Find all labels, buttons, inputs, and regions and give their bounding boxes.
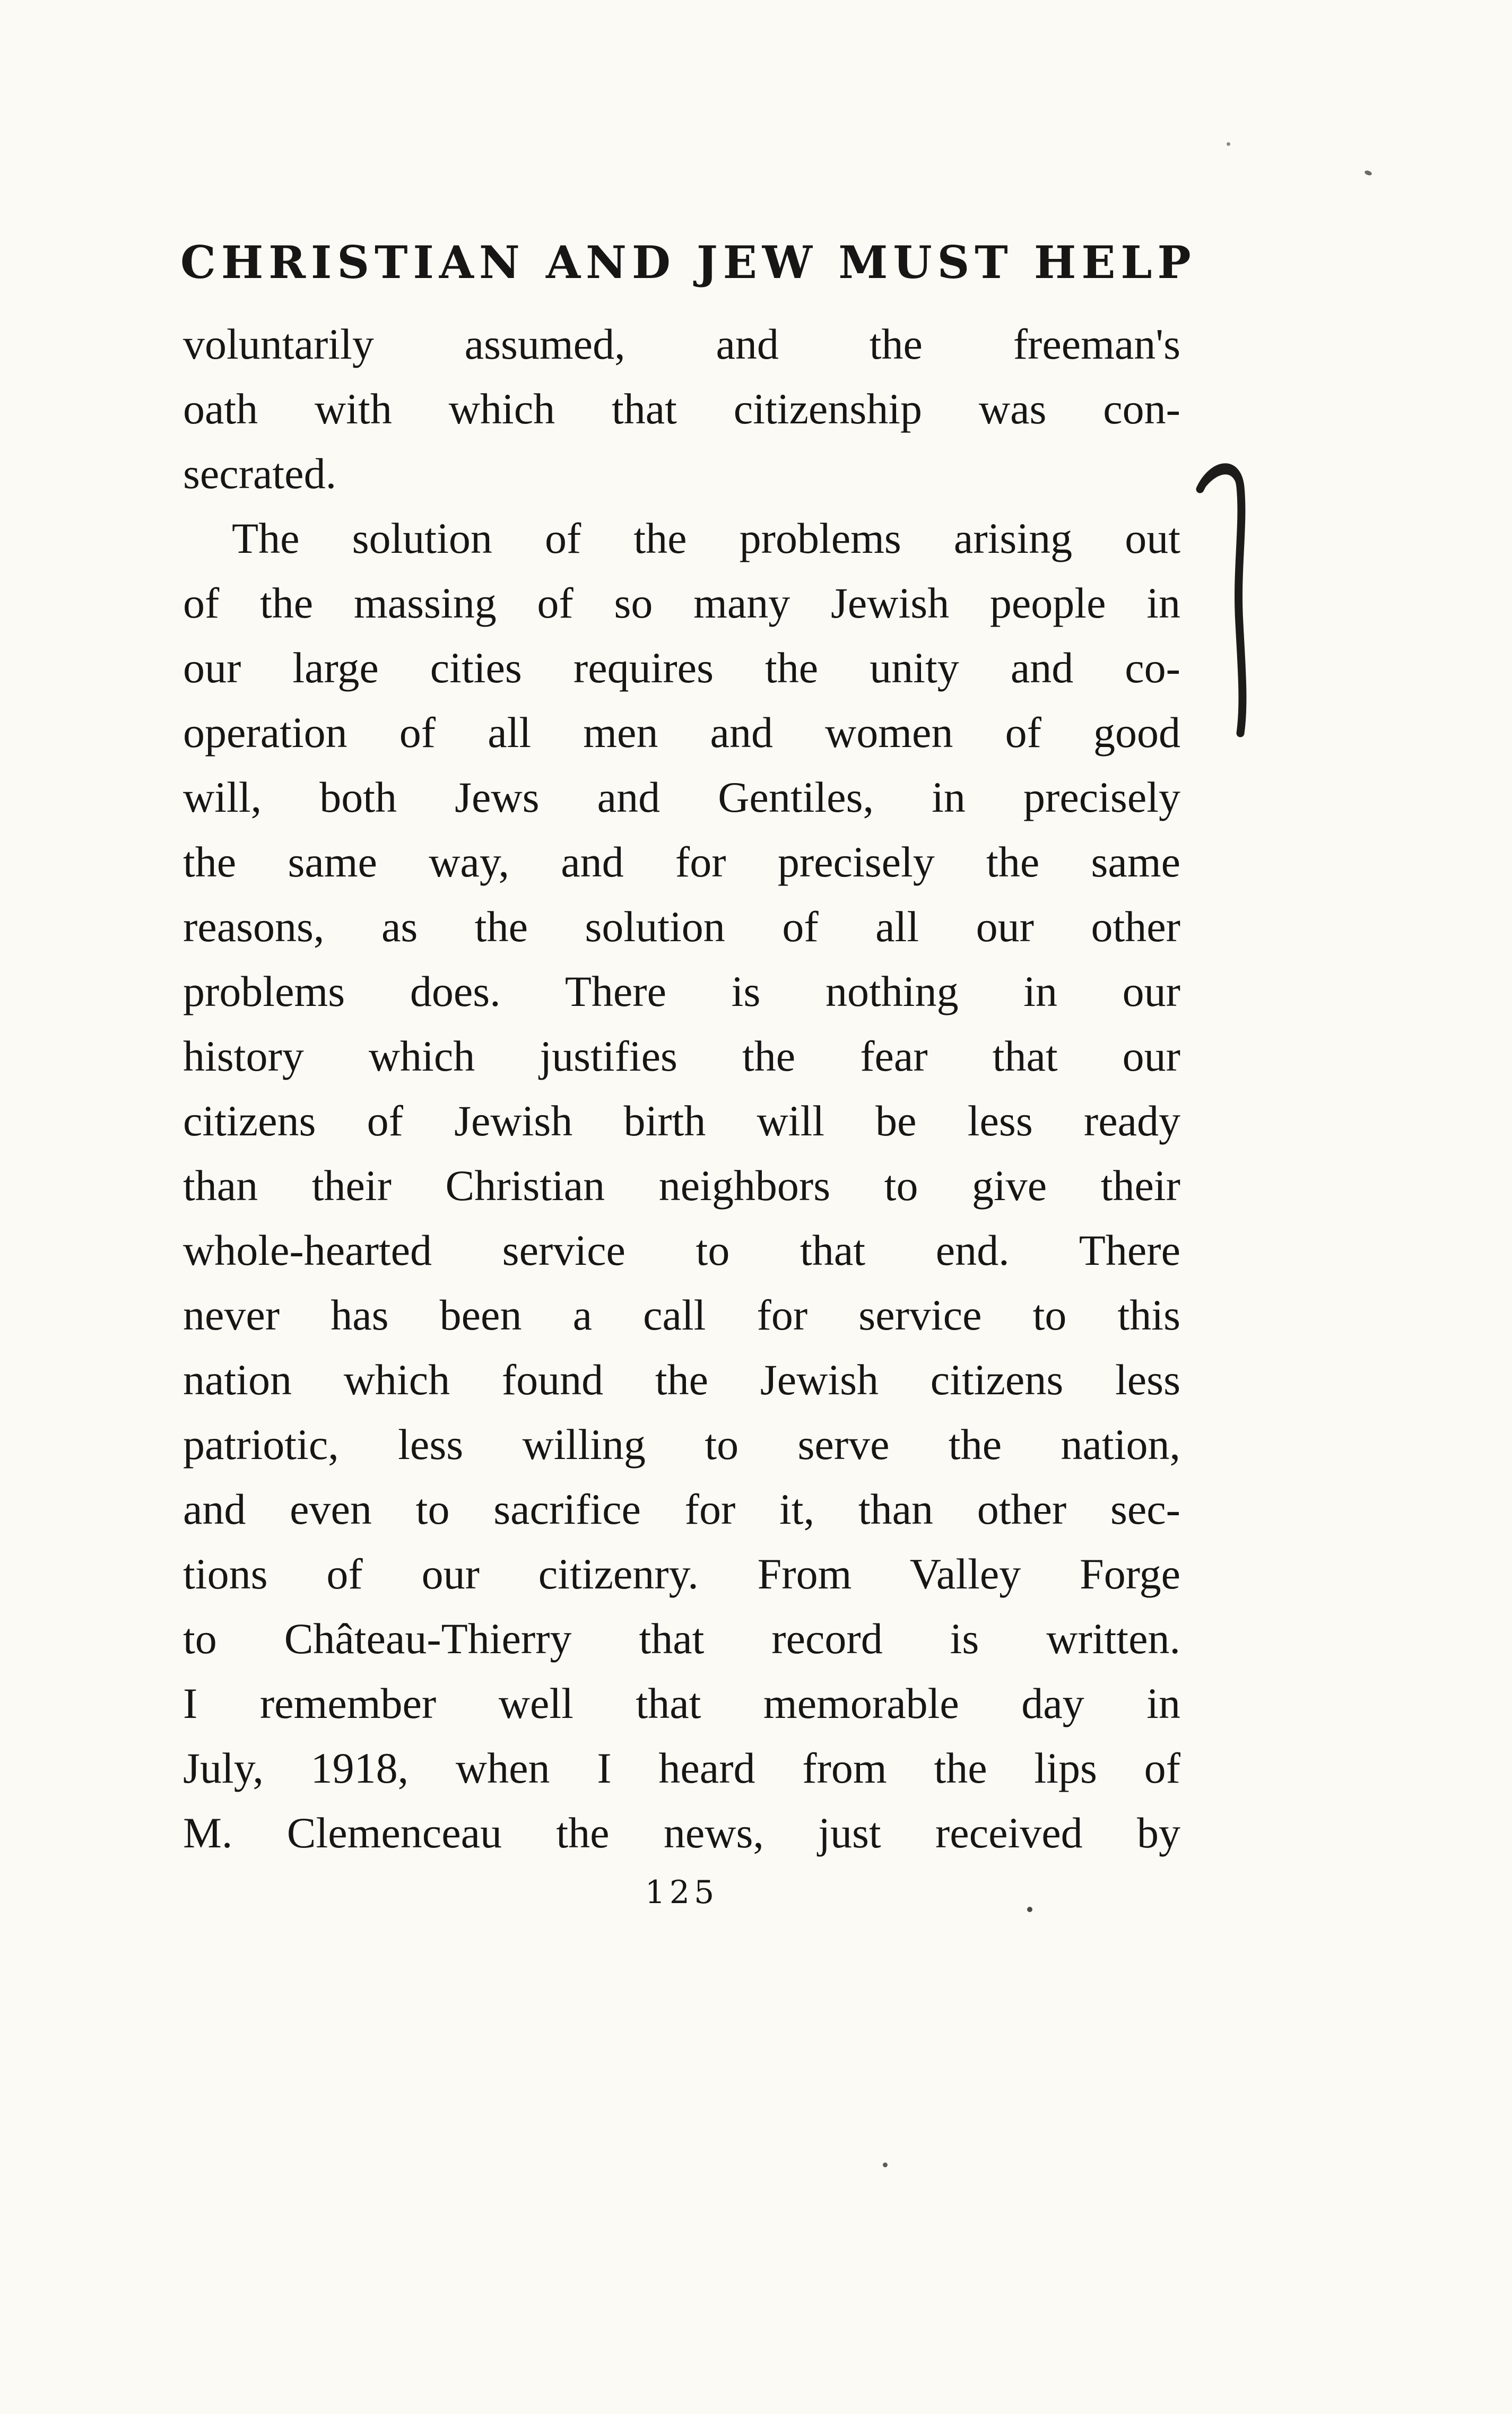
text-line: M. Clemenceau the news, just received by bbox=[183, 1809, 1180, 1857]
text-line: and even to sacrifice for it, than other sec- bbox=[183, 1485, 1180, 1533]
text-line: our large cities requires the unity and co- bbox=[183, 644, 1180, 692]
paragraph bbox=[183, 506, 1180, 1865]
text-line: problems does. There is nothing in our bbox=[183, 967, 1180, 1015]
text-line: oath with which that citizenship was con- bbox=[183, 385, 1180, 433]
text-line: to Château-Thierry that record is written. bbox=[183, 1614, 1180, 1663]
text-block bbox=[183, 312, 1180, 1865]
text-line: reasons, as the solution of all our other bbox=[183, 902, 1180, 951]
text-line: the same way, and for precisely the same bbox=[183, 838, 1180, 886]
page-number: 125 bbox=[645, 1874, 719, 1911]
text-line: than their Christian neighbors to give their bbox=[183, 1161, 1180, 1210]
text-line: whole-hearted service to that end. There bbox=[183, 1226, 1180, 1274]
text-line: nation which found the Jewish citizens less bbox=[183, 1356, 1180, 1404]
handwritten-margin-mark bbox=[1194, 456, 1273, 753]
text-line: of the massing of so many Jewish people in bbox=[183, 579, 1180, 627]
text-line: The solution of the problems arising out bbox=[232, 514, 1180, 562]
text-line: citizens of Jewish birth will be less ready bbox=[183, 1097, 1180, 1145]
scan-speck bbox=[1027, 1907, 1032, 1912]
scan-speck bbox=[1227, 142, 1230, 146]
text-line: July, 1918, when I heard from the lips of bbox=[183, 1744, 1180, 1792]
text-line: tions of our citizenry. From Valley Forge bbox=[183, 1550, 1180, 1598]
scan-speck bbox=[1364, 170, 1372, 176]
text-line: history which justifies the fear that our bbox=[183, 1032, 1180, 1080]
text-line: will, both Jews and Gentiles, in precisely bbox=[183, 773, 1180, 821]
running-head: CHRISTIAN AND JEW MUST HELP bbox=[180, 236, 1196, 289]
text-line: patriotic, less willing to serve the nation, bbox=[183, 1420, 1180, 1469]
scan-speck bbox=[883, 2163, 888, 2167]
text-line: operation of all men and women of good bbox=[183, 708, 1180, 757]
text-line: secrated. bbox=[183, 449, 337, 498]
paragraph bbox=[183, 312, 1180, 506]
text-line: never has been a call for service to this bbox=[183, 1291, 1180, 1339]
text-line: voluntarily assumed, and the freeman's bbox=[183, 320, 1180, 368]
text-line: I remember well that memorable day in bbox=[183, 1679, 1180, 1727]
